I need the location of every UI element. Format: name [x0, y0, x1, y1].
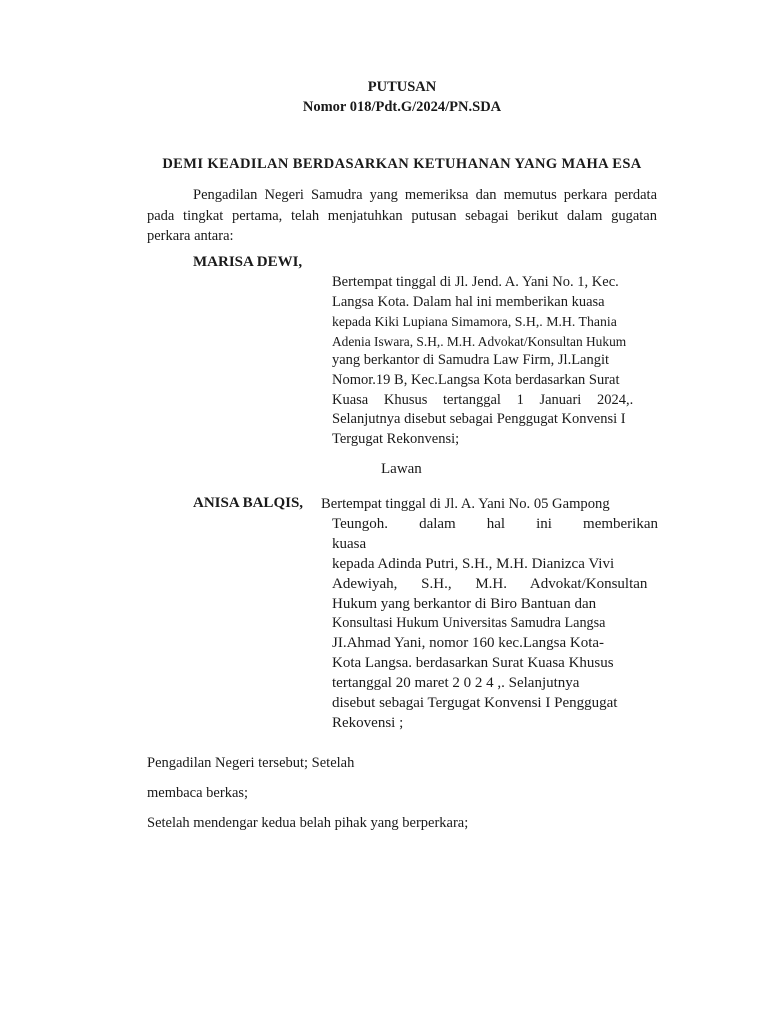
separator-lawan: Lawan: [381, 461, 422, 477]
party1-line: Tergugat Rekonvensi;: [332, 430, 460, 447]
party1-line: kepada Kiki Lupiana Simamora, S.H,. M.H. Thania: [332, 314, 617, 330]
party2-name: ANISA BALQIS,: [193, 495, 304, 511]
party2-line: Bertempat tinggal di Jl. A. Yani No. 05 Gampong: [321, 496, 610, 512]
intro-text: Pengadilan Negeri Samudra yang memeriksa dan memutus perkara perdata pada tingkat pertama, telah menjatuhkan putusan sebagai berikut dalam gugatan perkara antara:: [147, 187, 657, 244]
closing-line-3: Setelah mendengar kedua belah pihak yang berperkara;: [147, 815, 469, 831]
party2-line: Hukum yang berkantor di Biro Bantuan dan: [332, 595, 597, 612]
intro-paragraph: [147, 185, 657, 247]
party2-description: [321, 495, 658, 734]
closing-line-2: membaca berkas;: [147, 785, 249, 801]
party2-line: Adewiyah, S.H., M.H. Advokat/Konsultan: [332, 575, 648, 592]
party1-line: Kuasa Khusus tertanggal 1 Januari 2024,.: [332, 391, 634, 408]
closing-line-1: Pengadilan Negeri tersebut; Setelah: [147, 755, 355, 771]
party1-line: Bertempat tinggal di Jl. Jend. A. Yani No. 1, Kec.: [332, 274, 619, 290]
case-number: Nomor 018/Pdt.G/2024/PN.SDA: [302, 99, 502, 115]
party2-line: Teungoh. dalam hal ini memberikan kuasa: [332, 515, 658, 552]
party2-line: Konsultasi Hukum Universitas Samudra Langsa: [332, 615, 606, 632]
party1-description: [332, 273, 658, 449]
party2-line: JI.Ahmad Yani, nomor 160 kec.Langsa Kota-: [332, 635, 605, 652]
party2-line: Kota Langsa. berdasarkan Surat Kuasa Khusus: [332, 655, 614, 672]
party2-line: tertanggal 20 maret 2 0 2 4 ,. Selanjutnya: [332, 675, 580, 692]
party1-name: MARISA DEWI,: [193, 254, 303, 270]
party1-line: Langsa Kota. Dalam hal ini memberikan kuasa: [332, 293, 605, 310]
party1-line: Adenia Iswara, S.H,. M.H. Advokat/Konsultan Hukum: [332, 333, 627, 349]
invocation-heading: DEMI KEADILAN BERDASARKAN KETUHANAN YANG MAHA ESA: [162, 156, 642, 172]
party1-line: Nomor.19 B, Kec.Langsa Kota berdasarkan Surat: [332, 371, 620, 388]
party2-line: disebut sebagai Tergugat Konvensi I Penggugat: [332, 695, 618, 712]
party2-line: kepada Adinda Putri, S.H., M.H. Dianizca Vivi: [332, 555, 615, 572]
document-title: PUTUSAN: [367, 79, 437, 95]
party1-line: yang berkantor di Samudra Law Firm, Jl.Langit: [332, 352, 610, 369]
party1-line: Selanjutnya disebut sebagai Penggugat Konvensi I: [332, 411, 626, 428]
party2-line: Rekovensi ;: [332, 714, 404, 731]
